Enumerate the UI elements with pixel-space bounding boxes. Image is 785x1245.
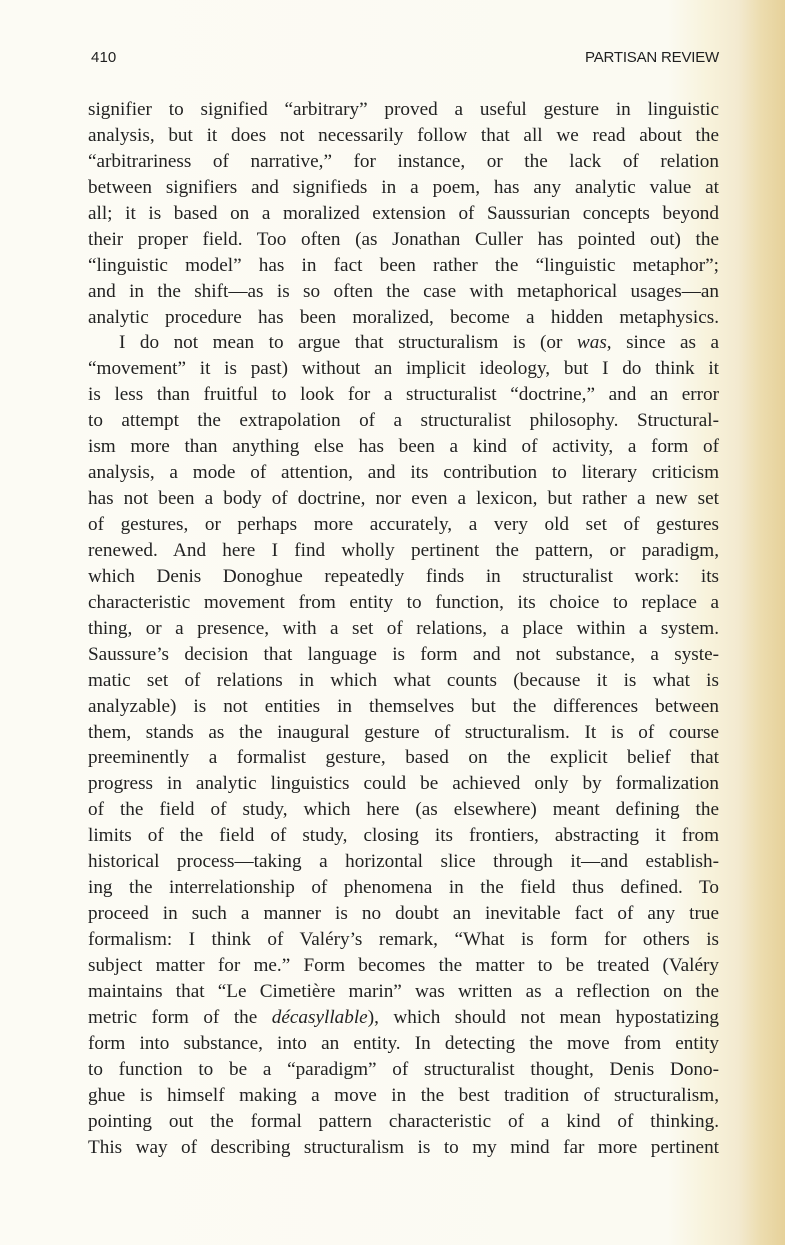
- italic-term: décasyllable: [271, 1006, 368, 1028]
- text-segment: , since as a: [606, 332, 719, 354]
- text-line: renewed. And here I find wholly pertinent the pattern, or paradigm,: [88, 539, 719, 561]
- text-line: subject matter for me.” Form becomes the matter to be treated (Valéry: [88, 954, 719, 976]
- text-line: matic set of relations in which what counts (because it is what is: [88, 669, 719, 691]
- text-line: has not been a body of doctrine, nor even a lexicon, but rather a new set: [88, 488, 719, 510]
- text-line: This way of describing structuralism is to my mind far more pertinent: [88, 1136, 719, 1158]
- text-line: analyzable) is not entities in themselves but the differences between: [88, 695, 719, 717]
- text-line: pointing out the formal pattern characteristic of a kind of thinking.: [88, 1110, 719, 1132]
- text-line: characteristic movement from entity to function, its choice to replace a: [88, 591, 719, 613]
- text-line: formalism: I think of Valéry’s remark, “What is form for others is: [88, 929, 719, 950]
- text-line: of gestures, or perhaps more accurately, a very old set of gestures: [88, 514, 719, 535]
- text-line: maintains that “Le Cimetière marin” was written as a reflection on the: [88, 980, 719, 1002]
- running-head: [91, 49, 719, 69]
- text-line: of the field of study, which here (as elsewhere) meant defining the: [88, 799, 719, 821]
- text-segment: I do not mean to argue that structuralism is (or: [119, 332, 577, 354]
- text-line: Saussure’s decision that language is form and not substance, a syste-: [88, 643, 719, 665]
- journal-title: PARTISAN REVIEW: [585, 49, 719, 66]
- text-line: “linguistic model” has in fact been rather the “linguistic metaphor”;: [88, 254, 719, 276]
- text-line: thing, or a presence, with a set of relations, a place within a system.: [88, 617, 719, 639]
- text-segment: ), which should not mean hypostatizing: [367, 1006, 719, 1028]
- text-line: which Denis Donoghue repeatedly finds in structuralist work: its: [88, 565, 719, 587]
- text-line: historical process—taking a horizontal slice through it—and establish-: [88, 851, 719, 873]
- text-line: “arbitrariness of narrative,” for instance, or the lack of relation: [88, 150, 719, 172]
- paragraph-start-line: [88, 330, 719, 356]
- paragraph-end-line: analytic procedure has been moralized, become a hidden metaphysics.: [88, 306, 719, 328]
- text-line: [88, 1005, 719, 1031]
- text-line: signifier to signified “arbitrary” proved a useful gesture in linguistic: [88, 99, 719, 120]
- text-line: progress in analytic linguistics could be achieved only by formalization: [88, 773, 719, 795]
- text-segment: metric form of the: [88, 1006, 272, 1028]
- text-line: to function to be a “paradigm” of structuralist thought, Denis Dono-: [88, 1058, 719, 1080]
- text-line: proceed in such a manner is no doubt an inevitable fact of any true: [88, 903, 719, 925]
- text-line: to attempt the extrapolation of a structuralist philosophy. Structural-: [88, 410, 719, 432]
- text-line: form into substance, into an entity. In detecting the move from entity: [88, 1032, 719, 1054]
- text-line: analysis, a mode of attention, and its contribution to literary criticism: [88, 462, 719, 484]
- text-line: analysis, but it does not necessarily follow that all we read about the: [88, 124, 719, 146]
- text-line: them, stands as the inaugural gesture of structuralism. It is of course: [88, 721, 719, 743]
- body-text: [88, 97, 719, 1160]
- text-line: ghue is himself making a move in the best tradition of structuralism,: [88, 1084, 719, 1106]
- text-line: between signifiers and signifieds in a poem, has any analytic value at: [88, 176, 719, 198]
- italic-emphasis: was: [576, 332, 607, 354]
- text-line: all; it is based on a moralized extension of Saussurian concepts beyond: [88, 202, 719, 224]
- text-line: ism more than anything else has been a kind of activity, a form of: [88, 436, 719, 458]
- page-number: 410: [91, 49, 117, 66]
- text-line: limits of the field of study, closing its frontiers, abstracting it from: [88, 825, 719, 847]
- text-line: preeminently a formalist gesture, based on the explicit belief that: [88, 747, 719, 769]
- text-line: is less than fruitful to look for a structuralist “doctrine,” and an error: [88, 384, 719, 406]
- text-line: their proper field. Too often (as Jonathan Culler has pointed out) the: [88, 228, 719, 250]
- text-line: ing the interrelationship of phenomena in the field thus defined. To: [88, 877, 719, 899]
- text-line: “movement” it is past) without an implicit ideology, but I do think it: [88, 358, 719, 380]
- text-line: and in the shift—as is so often the case with metaphorical usages—an: [88, 280, 719, 302]
